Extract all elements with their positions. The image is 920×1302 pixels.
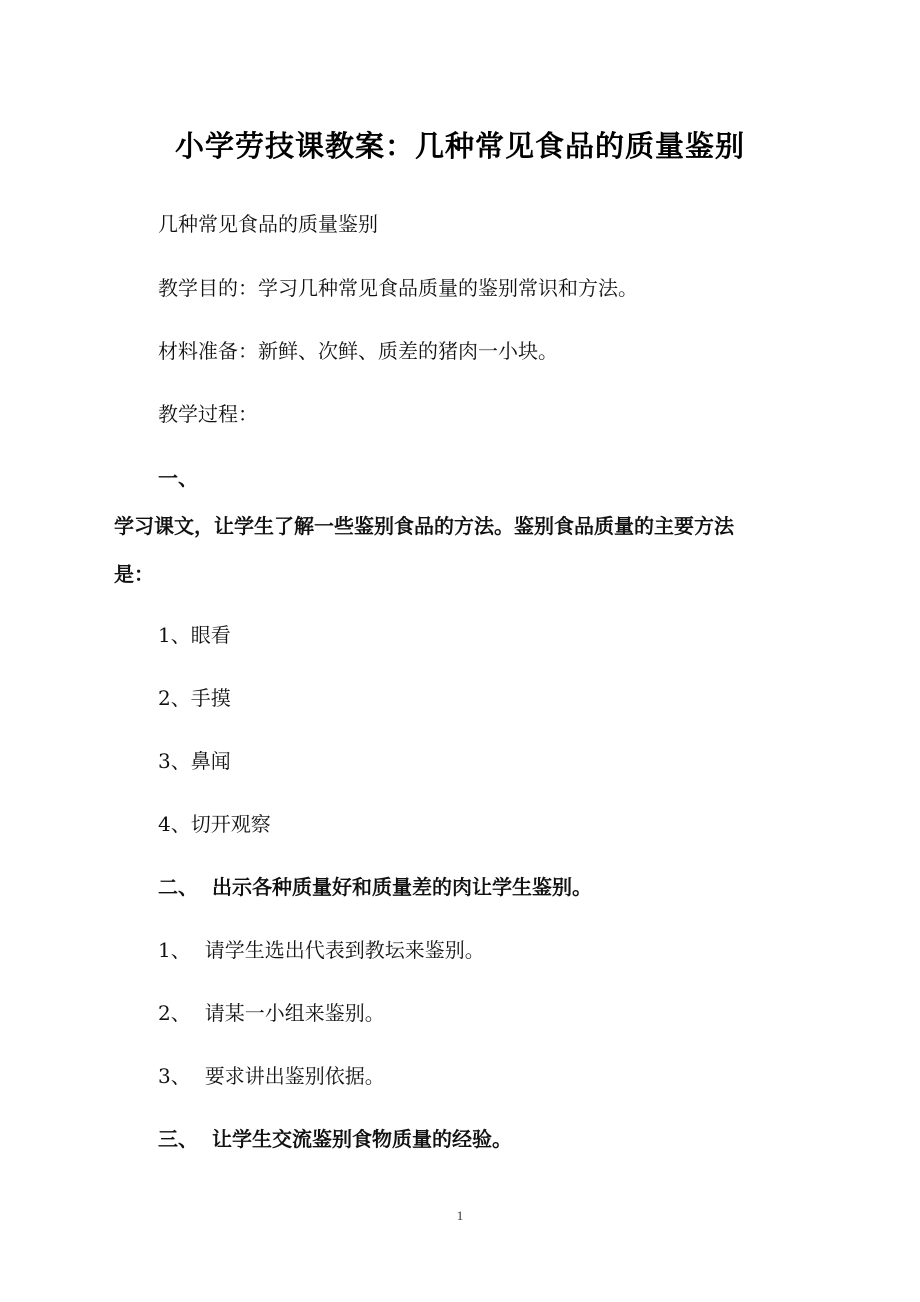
step-text: 请学生选出代表到教坛来鉴别。	[204, 938, 485, 962]
section-2-number: 二、	[158, 875, 198, 899]
teaching-objective: 教学目的：学习几种常见食品质量的鉴别常识和方法。	[158, 276, 638, 300]
step-number: 1、	[158, 938, 191, 962]
step-item	[158, 938, 485, 962]
section-3-number: 三、	[158, 1127, 198, 1151]
method-item	[158, 623, 231, 647]
subtitle: 几种常见食品的质量鉴别	[158, 212, 378, 236]
step-item	[158, 1001, 385, 1025]
method-text: 眼看	[190, 623, 231, 647]
section-2-text: 出示各种质量好和质量差的肉让学生鉴别。	[212, 875, 592, 899]
method-number: 3、	[158, 749, 191, 773]
section-3-text: 让学生交流鉴别食物质量的经验。	[212, 1127, 512, 1151]
method-item	[158, 686, 231, 710]
section-3-heading	[158, 1127, 512, 1151]
section-1-number: 一、	[158, 466, 198, 490]
step-text: 要求讲出鉴别依据。	[204, 1064, 385, 1088]
step-number: 3、	[158, 1064, 191, 1088]
method-text: 鼻闻	[190, 749, 231, 773]
document-title: 小学劳技课教案：几种常见食品的质量鉴别	[174, 129, 745, 163]
method-item	[158, 812, 271, 836]
step-text: 请某一小组来鉴别。	[204, 1001, 385, 1025]
method-number: 4、	[158, 812, 191, 836]
method-text: 手摸	[190, 686, 231, 710]
section-2-heading	[158, 875, 592, 899]
teaching-process-label: 教学过程：	[158, 402, 258, 426]
page-number: 1	[456, 1208, 464, 1223]
step-number: 2、	[158, 1001, 191, 1025]
materials-preparation: 材料准备：新鲜、次鲜、质差的猪肉一小块。	[158, 339, 558, 363]
step-item	[158, 1064, 385, 1088]
method-item	[158, 749, 231, 773]
method-number: 2、	[158, 686, 191, 710]
method-text: 切开观察	[190, 812, 271, 836]
section-1-text-line-2: 是：	[114, 562, 154, 586]
section-1-text-line-1: 学习课文，让学生了解一些鉴别食品的方法。鉴别食品质量的主要方法	[114, 514, 734, 538]
method-number: 1、	[158, 623, 191, 647]
